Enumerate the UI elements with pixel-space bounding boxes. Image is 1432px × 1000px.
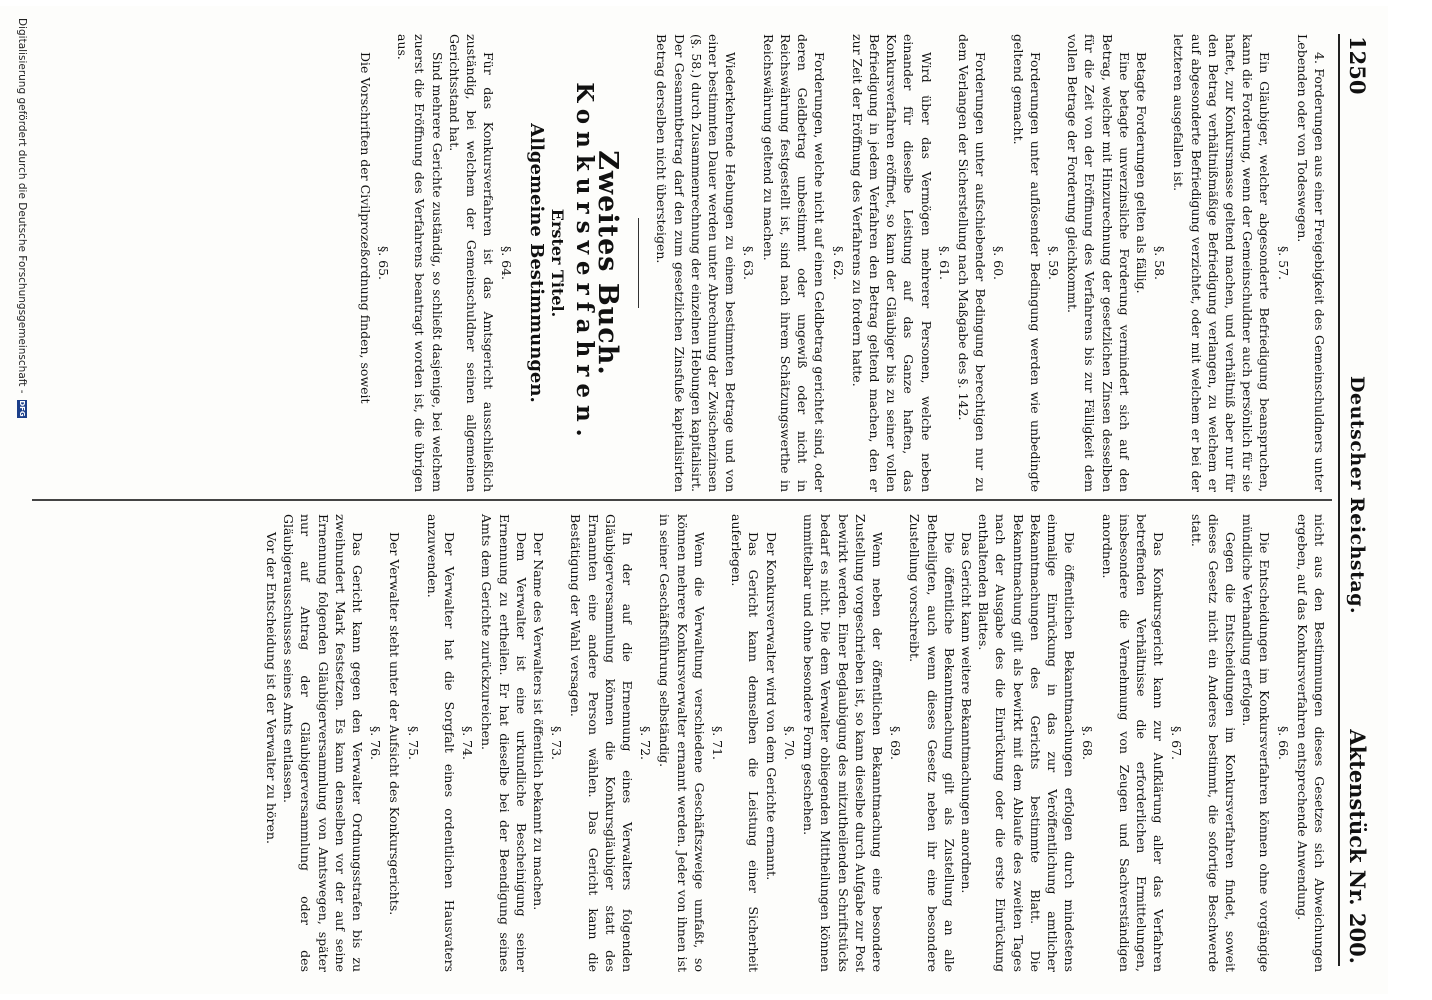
section-text: Forderungen, welche nicht auf einen Geldbetrag gerichtet sind, oder deren Geldbetrag unbestimmt oder ungewiß oder nicht in Reichswährung festgestellt ist, sind nach ihrem Schätzungswerthe in Reichswährung geltend zu machen. — [760, 34, 828, 492]
section-text: Ein Gläubiger, welcher abgesonderte Befriedigung beanspruchen, kann die Forderung, wenn der Gemeinschuldner auch persönlich für sie haftet, zur Konkursmasse geltend machen, und verhältniß aber nur für den Betrag verhältnißmäßige Befriedigung verlangen, zu welchem er auf abgesonderte Befriedigung verzichtet, oder mit welchem er bei der letzteren ausgefallen ist. — [1171, 34, 1273, 492]
section-heading: §. 68. — [1080, 725, 1096, 761]
section-text: Betagte Forderungen gelten als fällig. — [1133, 52, 1149, 294]
section-text: Der Name des Verwalters ist öffentlich bekannt zu machen. — [531, 532, 547, 911]
section-text: Forderungen unter aufschiebender Bedingung berechtigen nur zu dem Verlangen der Sicherstellung nach Maßgabe des §. 142. — [955, 34, 989, 492]
section-text: Dem Verwalter ist eine urkundliche Bescheinigung seiner Ernennung zu ertheilen. Er hat dieselbe bei der Beendigung seines Amts dem Gerichte zurückzureichen. — [479, 514, 529, 972]
section-heading: §. 62. — [830, 245, 846, 281]
digitization-footer — [16, 18, 28, 418]
section-text: In der auf die Ernennung eines Verwalters folgenden Gläubigerversammlung können die Konkursgläubiger statt des Ernannten eine andere Person wählen. Das Gericht kann die Bestätigung der Wahl versagen. — [568, 514, 636, 972]
section-heading: §. 61. — [936, 245, 952, 281]
section-text: Der Verwalter hat die Sorgfalt eines ordentlichen Hausvaters anzuwenden. — [424, 514, 458, 972]
section-heading: §. 64. — [499, 245, 515, 281]
section-heading: §. 76. — [368, 725, 384, 761]
section-text: Vor der Entscheidung ist der Verwalter zu hören. — [264, 532, 280, 844]
section-heading: §. 67. — [1169, 725, 1185, 761]
section-heading: §. 60. — [991, 245, 1007, 281]
column-divider — [32, 499, 1332, 501]
section-text: Das Gericht kann weitere Bekanntmachungen anordnen. — [958, 532, 974, 894]
scanned-page — [0, 6, 1388, 994]
section-heading: §. 58. — [1152, 245, 1168, 281]
left-column — [357, 34, 1328, 492]
title-subheading: Allgemeine Bestimmungen. — [525, 123, 547, 403]
section-divider — [638, 218, 639, 308]
section-heading: §. 72. — [638, 725, 654, 761]
section-text: Das Gericht kann gegen den Verwalter Ordnungsstrafen bis zu zweihundert Mark festsetzen. Es kann denselben vor der auf seine Ernennung folgenden Gläubigerversammlung von Amtswegen, später nur auf Antrag der Gläubigerversammlung oder des Gläubigerausschusses seines Amts entlassen. — [281, 514, 366, 972]
page-number: 1250 — [1345, 36, 1370, 95]
section-text: Wird über das Vermögen mehrerer Personen, welche neben einander für dieselbe Leistung auf das Ganze haften, das Konkursverfahren eröffnet, so kann der Gläubiger bis zu seiner vollen Befriedigung in jedem Verfahren den Betrag geltend machen, den er zur Zeit der Eröffnung des Verfahrens zu fordern hatte. — [849, 34, 934, 492]
publication-title: Deutscher Reichstag. — [1346, 376, 1368, 615]
section-text: Die öffentliche Bekanntmachung gilt als Zustellung an alle Betheiligten, auch wenn dieses Gesetz neben ihr eine besondere Zustellung vorschreibt. — [907, 514, 957, 972]
dfg-logo-icon: DFG — [18, 400, 26, 417]
section-heading: §. 73. — [549, 725, 565, 761]
section-text: Wenn die Verwaltung verschiedene Geschäftszweige umfaßt, so können mehrere Konkursverwalter ernannt werden. Jeder von ihnen ist in seiner Geschäftsführung selbständig. — [657, 514, 707, 972]
book-title: Zweites Buch. — [592, 150, 624, 376]
item-4: 4. Forderungen aus einer Freigebigkeit des Gemeinschuldners unter Lebenden oder von Todeswegen. — [1294, 34, 1327, 492]
section-heading: §. 63. — [741, 245, 757, 281]
section-text: Die Entscheidungen im Konkursverfahren können ohne vorgängige mündliche Verhandlung erfolgen. — [1240, 514, 1273, 972]
section-heading: §. 75. — [405, 725, 421, 761]
section-text: Das Konkursgericht kann zur Aufklärung aller das Verfahren betreffenden Verhältnisse die erforderlichen Ermittelungen, insbesondere die Vernehmung von Zeugen und Sachverständigen anordnen. — [1099, 514, 1167, 972]
section-heading: §. 71. — [710, 725, 726, 761]
section-text: Der Verwalter steht unter der Aufsicht des Konkursgerichts. — [387, 532, 403, 916]
continued-text: nicht aus den Bestimmungen dieses Gesetzes sich Abweichungen ergeben, auf das Konkursverfahren entsprechende Anwendung. — [1294, 514, 1327, 972]
section-text: Die Vorschriften der Civilprozeßordnung finden, soweit — [357, 52, 373, 404]
section-text: Wenn neben der öffentlichen Bekanntmachung eine besondere Zustellung vorgeschrieben ist, so kann dieselbe durch Aufgabe zur Post bewirkt werden. Einer Beglaubigung des mitzutheilenden Schriftstücks bedarf es nicht. Die dem Verwalter obliegenden Mittheilungen können unmittelbar und ohne besondere Form geschehen. — [801, 514, 885, 972]
section-heading: §. 66. — [1275, 725, 1291, 761]
section-heading: §. 69. — [888, 725, 904, 761]
section-heading: §. 65. — [376, 245, 392, 281]
right-column — [263, 514, 1328, 972]
section-text: Für das Konkursverfahren ist das Amtsgericht ausschließlich zuständig, bei welchem der Gemeinschuldner seinen allgemeinen Gerichtsstand hat. — [446, 34, 497, 492]
section-heading: §. 74. — [460, 725, 476, 761]
document-number: Aktenstück Nr. 200. — [1345, 729, 1370, 964]
section-text: Wiederkehrende Hebungen zu einem bestimmten Betrage und von einer bestimmten Dauer werden unter Abrechnung der Zwischenzinsen (§. 58.) durch Zusammenrechnung der einzelnen Hebungen kapitalisirt. Der Gesammtbetrag darf den zum gesetzlichen Zinsfuße kapitalisirten Betrag derselben nicht übersteigen. — [654, 34, 739, 492]
section-text: Gegen die Entscheidungen im Konkursverfahren findet, soweit dieses Gesetz nicht ein Anderes bestimmt, die sofortige Beschwerde statt. — [1188, 514, 1238, 972]
section-text: Forderungen unter auflösender Bedingung werden wie unbedingte geltend gemacht. — [1010, 34, 1043, 492]
section-text: Eine betagte unverzinsliche Forderung vermindert sich auf den Betrag, welcher mit Hinzurechnung der gesetzlichen Zinsen desselben für die Zeit von der Eröffnung des Verfahrens bis zur Fälligkeit dem vollen Betrage der Forderung gleichkommt. — [1065, 34, 1132, 492]
page-header — [1338, 36, 1374, 964]
header-rule — [1338, 34, 1340, 966]
section-heading: §. 59. — [1045, 245, 1061, 281]
section-text: Die öffentlichen Bekanntmachungen erfolgen durch mindestens einmalige Einrückung in das zur Veröffentlichung amtlicher Bekanntmachungen des Gerichts bestimmte Blatt. Die Bekanntmachung gilt als bewirkt mit dem Ablaufe des zweiten Tages nach der Ausgabe des die Einrückung oder die erste Einrückung enthaltenden Blattes. — [976, 514, 1078, 972]
book-subtitle: Konkursverfahren. — [571, 82, 599, 444]
title-heading: Erster Titel. — [547, 208, 567, 318]
section-heading: §. 57. — [1275, 245, 1291, 281]
footer-text: Digitalisierung gefördert durch die Deutsche Forschungsgemeinschaft - — [16, 18, 28, 394]
section-text: Sind mehrere Gerichte zuständig, so schließt dasjenige, bei welchem zuerst die Eröffnung des Verfahrens beantragt worden ist, die übrigen aus. — [395, 34, 445, 492]
section-text: Das Gericht kann demselben die Leistung einer Sicherheit auferlegen. — [729, 514, 762, 972]
section-heading: §. 70. — [781, 725, 797, 761]
section-text: Der Konkursverwalter wird von dem Gerichte ernannt. — [763, 532, 779, 881]
